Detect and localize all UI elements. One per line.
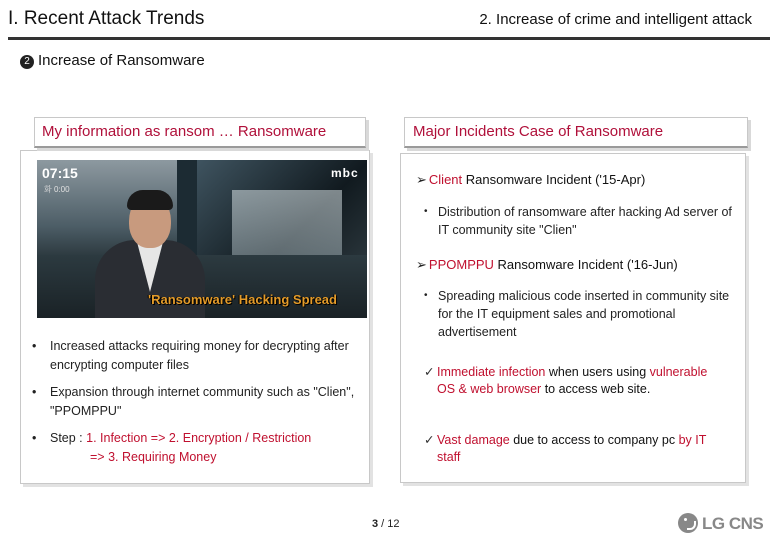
left-panel-title: My information as ransom … Ransomware <box>42 123 327 140</box>
bullet-text: Expansion through internet community such as "Clien", "PPOMPPU" <box>50 385 355 418</box>
incident-detail <box>424 287 734 341</box>
incident-heading <box>416 257 678 273</box>
right-panel-title: Major Incidents Case of Ransomware <box>413 123 664 140</box>
slide-subtitle <box>20 52 205 69</box>
header-divider <box>8 37 770 40</box>
impact-item <box>424 364 724 398</box>
subsection-title: 2. Increase of crime and intelligent attack <box>479 11 752 28</box>
impact-plain: to access web site. <box>541 382 651 396</box>
bullet-dot: • <box>32 339 37 353</box>
incident-detail <box>424 203 734 239</box>
video-clock: 07:15 <box>42 165 78 181</box>
left-panel-header <box>34 117 366 148</box>
page-current: 3 <box>372 518 379 530</box>
page-separator: / <box>378 518 388 530</box>
arrow-bullet-icon: ➢ <box>416 257 427 272</box>
video-caption: 'Ransomware' Hacking Spread <box>148 292 337 307</box>
lg-face-icon <box>678 513 698 533</box>
number-badge: 2 <box>20 55 34 69</box>
arrow-bullet-icon: ➢ <box>416 172 427 187</box>
impact-plain: when users using <box>545 365 650 379</box>
impact-item <box>424 432 724 466</box>
steps-part-1: 1. Infection => 2. Encryption / Restriction <box>86 431 312 445</box>
bullet-dot: • <box>424 206 428 217</box>
logo-text: LG CNS <box>702 514 764 533</box>
incident-highlight: Client <box>428 172 463 187</box>
broadcaster-logo: mbc <box>331 166 359 180</box>
bullet-dot: • <box>424 290 428 301</box>
impact-highlight: by IT staff <box>437 433 707 464</box>
impact-highlight: vulnerable OS & web browser <box>437 365 708 396</box>
left-bullet <box>32 337 364 375</box>
bullet-dot: • <box>32 431 37 445</box>
incident-detail-text: Distribution of ransomware after hacking Ad server of IT community site "Clien" <box>438 205 732 237</box>
left-bullet <box>32 383 364 421</box>
impact-text <box>424 364 724 398</box>
video-screen-window <box>232 190 342 260</box>
anchor-hair <box>127 190 173 210</box>
page-number <box>372 518 400 530</box>
impact-highlight: Immediate infection <box>437 365 546 379</box>
subtitle-text: Increase of Ransomware <box>38 52 205 69</box>
incident-heading <box>416 172 645 188</box>
bullet-dot: • <box>32 385 37 399</box>
incident-highlight: PPOMPPU <box>428 257 494 272</box>
section-title: I. Recent Attack Trends <box>8 8 205 29</box>
bullet-text <box>32 429 364 467</box>
incident-title: Ransomware Incident ('15-Apr) <box>462 172 646 187</box>
video-clock-sub: 화 0:00 <box>44 185 70 194</box>
incident-detail-text: Spreading malicious code inserted in community site for the IT equipment sales and promotional advertisement <box>438 289 730 339</box>
impact-text <box>424 432 724 466</box>
steps-prefix: Step : <box>50 431 87 445</box>
checkmark-icon: ✓ <box>424 433 435 447</box>
steps-part-2: => 3. Requiring Money <box>90 450 217 464</box>
bullet-text: Increased attacks requiring money for decrypting after encrypting computer files <box>50 339 349 372</box>
checkmark-icon: ✓ <box>424 365 435 379</box>
right-panel-header <box>404 117 748 148</box>
page-total: 12 <box>387 518 400 530</box>
impact-plain: due to access to company pc <box>509 433 679 447</box>
incident-title: Ransomware Incident ('16-Jun) <box>493 257 678 272</box>
impact-highlight: Vast damage <box>437 433 510 447</box>
left-bullet-steps <box>32 429 364 467</box>
